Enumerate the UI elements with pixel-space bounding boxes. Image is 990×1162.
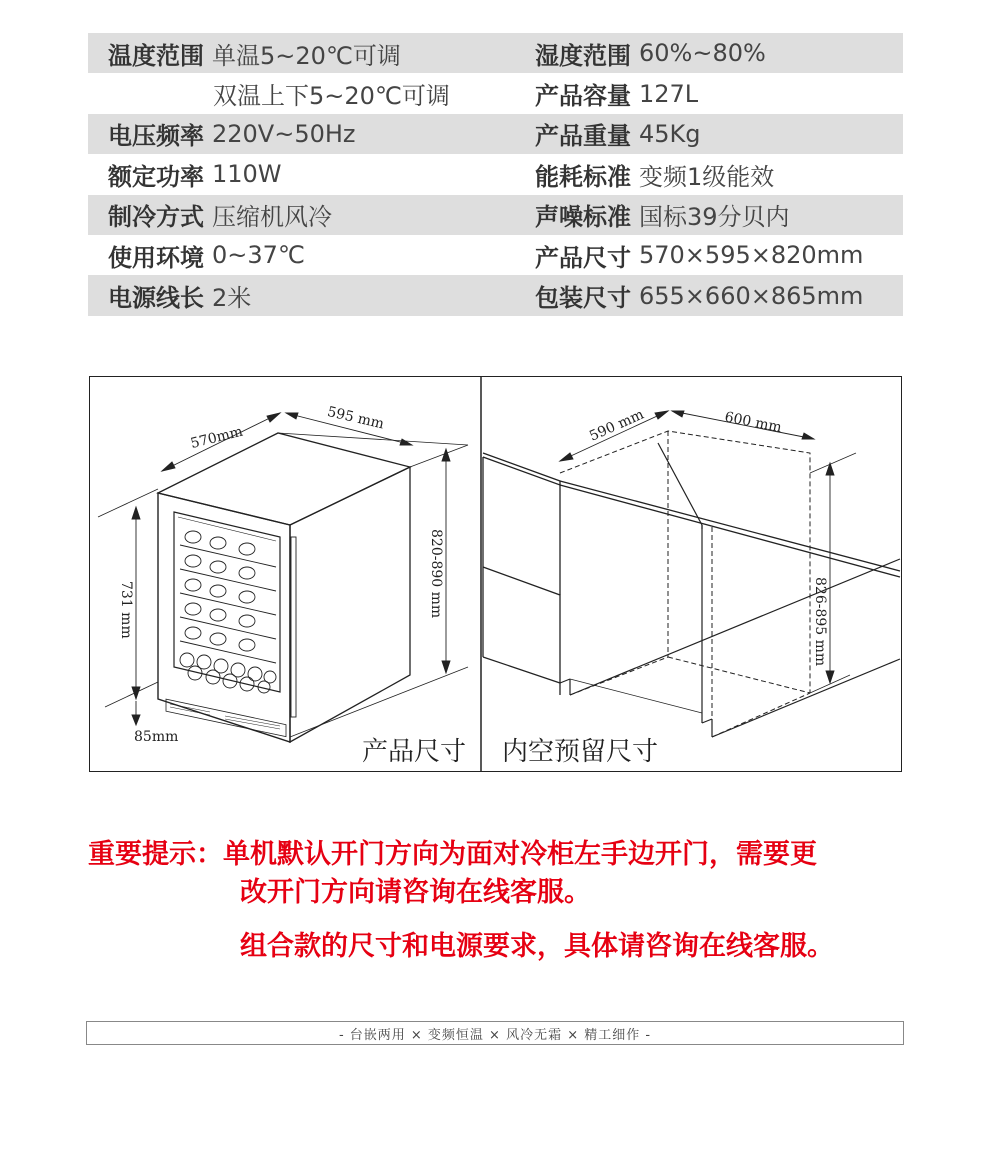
spec-value: 60%~80% xyxy=(639,39,766,68)
product-size-caption: 产品尺寸 xyxy=(362,737,467,767)
spec-value: 570×595×820mm xyxy=(639,241,864,270)
spec-label: 使用环境 xyxy=(108,243,204,272)
spec-value: 变频1级能效 xyxy=(639,162,775,191)
notice-line-1: 重要提示：单机默认开门方向为面对冷柜左手边开门，需要更 xyxy=(88,839,817,870)
spec-value: 压缩机风冷 xyxy=(212,203,332,232)
cavity-depth-label: 590 mm xyxy=(587,406,647,445)
spec-label: 温度范围 xyxy=(108,41,204,70)
spec-table xyxy=(88,33,903,316)
spec-value: 双温上下5~20℃可调 xyxy=(213,82,450,111)
spec-label: 湿度范围 xyxy=(535,41,631,70)
spec-row xyxy=(88,73,903,113)
spec-value: 127L xyxy=(639,79,699,108)
spec-label: 产品重量 xyxy=(535,122,631,151)
spec-row xyxy=(88,235,903,275)
spec-label: 产品尺寸 xyxy=(535,243,631,272)
height-label: 820-890 mm xyxy=(428,529,444,619)
spec-label: 制冷方式 xyxy=(108,203,204,232)
spec-label: 电压频率 xyxy=(108,122,204,151)
spec-value: 220V~50Hz xyxy=(212,119,356,148)
spec-value: 45Kg xyxy=(639,119,701,148)
base-height-label: 85mm xyxy=(134,729,179,745)
spec-label: 产品容量 xyxy=(535,82,631,111)
cavity-width-label: 600 mm xyxy=(723,409,783,436)
spec-row xyxy=(88,275,903,315)
spec-row xyxy=(88,114,903,154)
cavity-height-label: 826-895 mm xyxy=(812,577,828,667)
spec-label: 额定功率 xyxy=(108,162,204,191)
spec-value: 国标39分贝内 xyxy=(639,203,790,232)
product-drawing xyxy=(98,404,468,745)
spec-value: 0~37℃ xyxy=(212,241,305,270)
spec-row xyxy=(88,195,903,235)
spec-value: 2米 xyxy=(212,284,252,313)
spec-row xyxy=(88,154,903,194)
spec-value: 单温5~20℃可调 xyxy=(212,41,401,70)
notice-line-3: 组合款的尺寸和电源要求，具体请咨询在线客服。 xyxy=(240,931,834,962)
cavity-size-caption: 内空预留尺寸 xyxy=(502,737,659,767)
cavity-outline xyxy=(560,431,810,737)
footer-tagline-bar xyxy=(86,1021,904,1045)
footer-tagline: - 台嵌两用 × 变频恒温 × 风冷无霜 × 精工细作 - xyxy=(338,1027,652,1043)
spec-label: 包装尺寸 xyxy=(535,284,631,313)
spec-label: 能耗标准 xyxy=(535,162,631,191)
spec-row xyxy=(88,33,903,73)
spec-value: 110W xyxy=(212,160,282,189)
spec-label: 声噪标准 xyxy=(535,203,631,232)
cavity-dimension-lines xyxy=(560,411,856,693)
dimension-diagram xyxy=(89,376,902,772)
spec-label: 电源线长 xyxy=(108,284,204,313)
dimension-drawing xyxy=(90,377,902,772)
door-height-label: 731 mm xyxy=(118,581,134,639)
width-label: 595 mm xyxy=(325,403,386,433)
notice-line-2: 改开门方向请咨询在线客服。 xyxy=(240,877,591,908)
depth-label: 570mm xyxy=(188,423,245,453)
cavity-drawing xyxy=(483,407,900,737)
spec-value: 655×660×865mm xyxy=(639,281,864,310)
